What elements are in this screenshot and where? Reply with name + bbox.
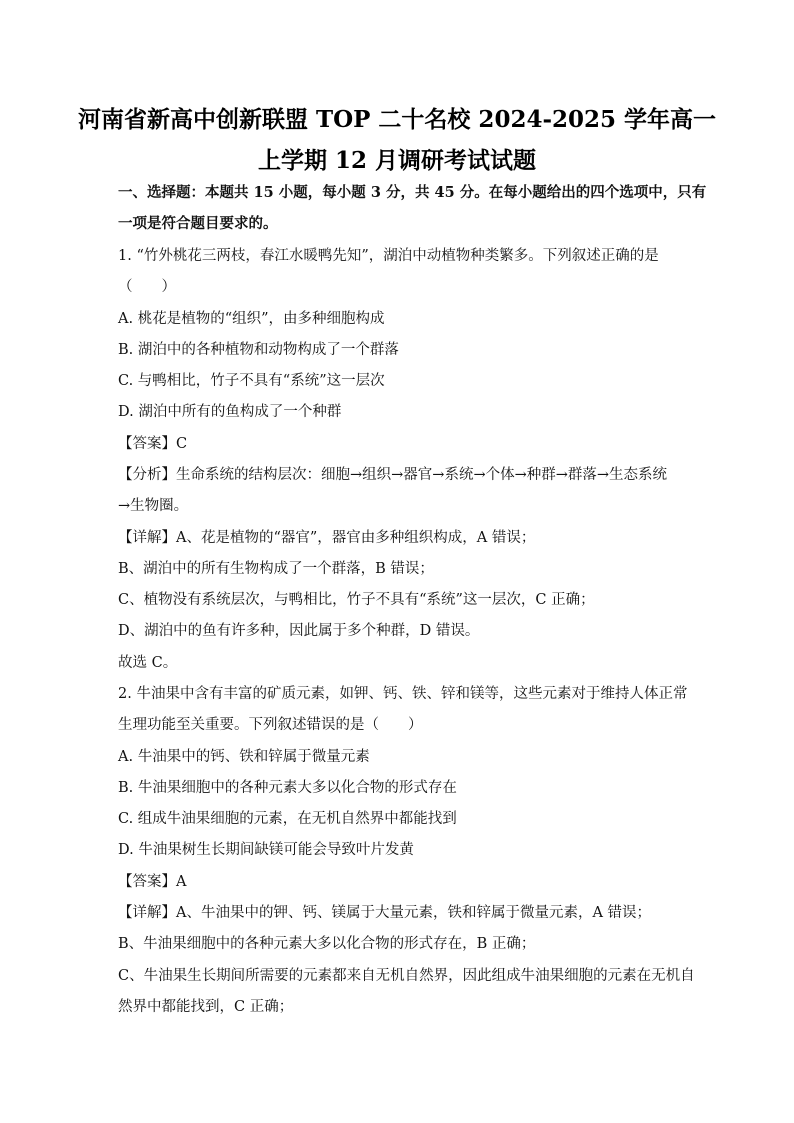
q2-option-b: B. 牛油果细胞中的各种元素大多以化合物的形式存在 <box>118 780 457 796</box>
q2-detail-line-4: 然界中都能找到，C 正确； <box>118 999 294 1015</box>
q1-option-b: B. 湖泊中的各种植物和动物构成了一个群落 <box>118 342 399 358</box>
q2-stem-line-1: 2. 牛油果中含有丰富的矿质元素，如钾、钙、铁、锌和镁等，这些元素对于维持人体正常 <box>118 686 688 702</box>
q2-answer: 【答案】A <box>118 874 187 890</box>
section-heading-line-2: 一项是符合题目要求的。 <box>118 215 278 232</box>
q1-detail-line-1: 【详解】A、花是植物的“器官”，器官由多种组织构成，A 错误； <box>118 530 536 546</box>
section-heading-line-1: 一、选择题：本题共 15 小题，每小题 3 分，共 45 分。在每小题给出的四个选项中，只有 <box>118 184 707 201</box>
q1-option-d: D. 湖泊中所有的鱼构成了一个种群 <box>118 404 342 420</box>
q1-answer: 【答案】C <box>118 436 188 452</box>
q2-detail-line-1: 【详解】A、牛油果中的钾、钙、镁属于大量元素，铁和锌属于微量元素，A 错误； <box>118 905 652 921</box>
q1-stem-line-1: 1. “竹外桃花三两枝，春江水暖鸭先知”，湖泊中动植物种类繁多。下列叙述正确的是 <box>118 248 659 264</box>
q2-stem-line-2: 生理功能至关重要。下列叙述错误的是（ ） <box>118 717 423 733</box>
q1-stem-line-2: （ ） <box>118 279 176 295</box>
title-line-2: 上学期 12 月调研考试试题 <box>257 147 537 174</box>
q2-option-a: A. 牛油果中的钙、铁和锌属于微量元素 <box>118 749 370 765</box>
q2-option-c: C. 组成牛油果细胞的元素，在无机自然界中都能找到 <box>118 811 457 827</box>
q2-detail-line-2: B、牛油果细胞中的各种元素大多以化合物的形式存在，B 正确； <box>118 936 536 952</box>
q1-analysis-line-1: 【分析】生命系统的结构层次：细胞→组织→器官→系统→个体→种群→群落→生态系统 <box>118 467 668 483</box>
q1-detail-line-3: C、植物没有系统层次，与鸭相比，竹子不具有“系统”这一层次，C 正确； <box>118 592 595 608</box>
q1-option-c: C. 与鸭相比，竹子不具有“系统”这一层次 <box>118 373 385 389</box>
title-line-1: 河南省新高中创新联盟 TOP 二十名校 2024-2025 学年高一 <box>77 106 717 133</box>
q2-detail-line-3: C、牛油果生长期间所需要的元素都来自无机自然界，因此组成牛油果细胞的元素在无机自 <box>118 968 695 984</box>
q1-option-a: A. 桃花是植物的“组织”，由多种细胞构成 <box>118 311 385 327</box>
q1-detail-line-2: B、湖泊中的所有生物构成了一个群落，B 错误； <box>118 561 434 577</box>
q2-option-d: D. 牛油果树生长期间缺镁可能会导致叶片发黄 <box>118 842 414 858</box>
q1-analysis-line-2: →生物圈。 <box>118 498 189 514</box>
q1-conclusion: 故选 C。 <box>118 655 178 671</box>
q1-detail-line-4: D、湖泊中的鱼有许多种，因此属于多个种群，D 错误。 <box>118 623 480 639</box>
